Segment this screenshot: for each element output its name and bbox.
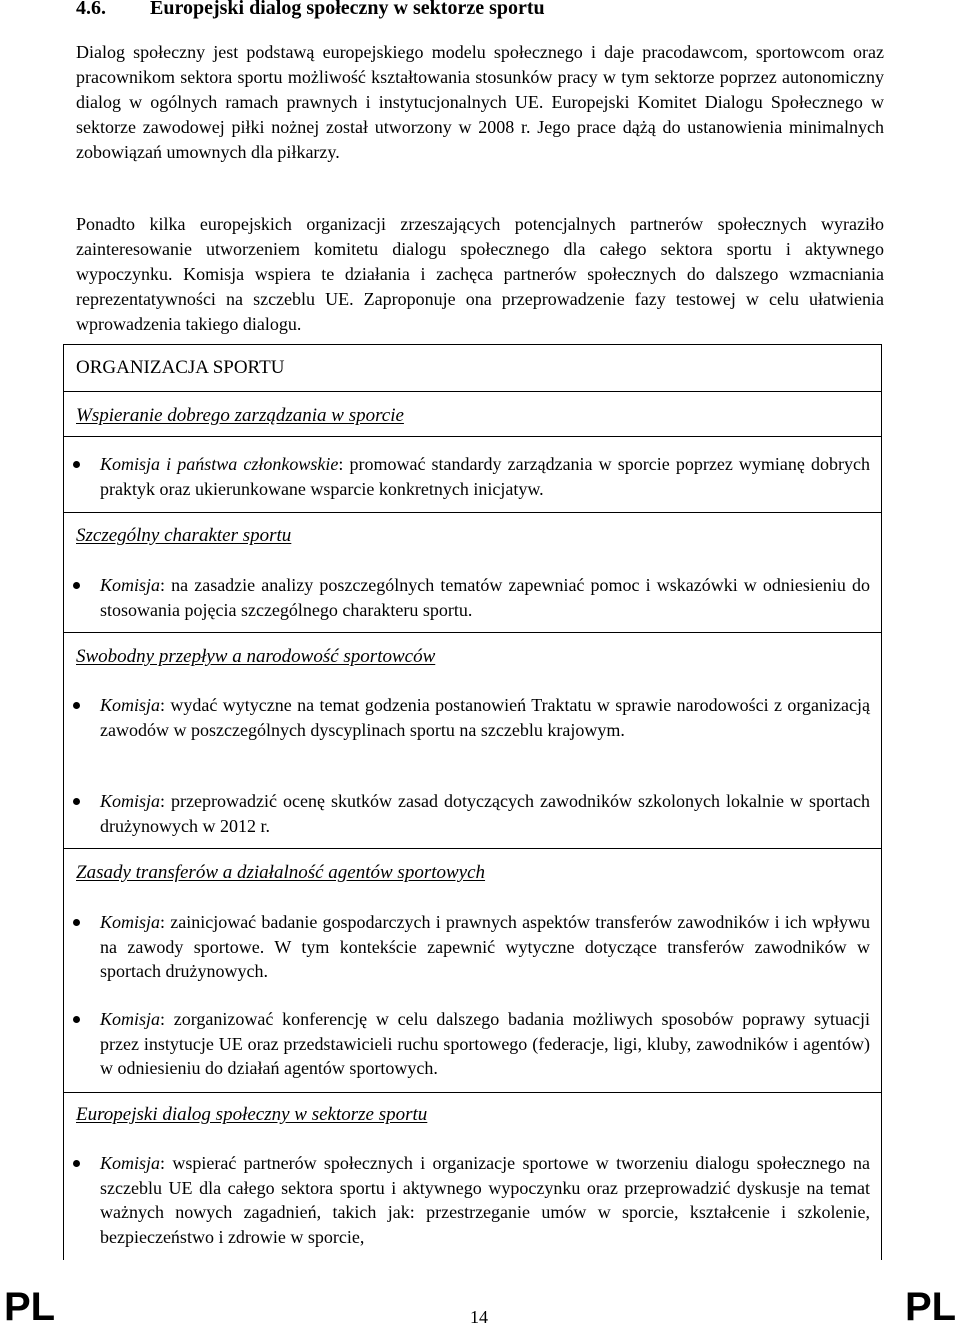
item-text: : zorganizować konferencję w celu dalszego badania możliwych sposobów poprawy sytuacji przez instytucje UE oraz przedstawicieli ruchu sportowego (federacje, ligi, kluby, zawodników i agentów) w odniesieniu do działań agentów sportowych. bbox=[100, 1009, 870, 1078]
box-title: ORGANIZACJA SPORTU bbox=[76, 357, 285, 378]
subsection-heading-free-movement: Swobodny przepływ a narodowość sportowców bbox=[76, 646, 436, 667]
list-item bbox=[100, 1151, 870, 1249]
language-code-right: PL bbox=[905, 1285, 957, 1329]
list-item bbox=[100, 693, 870, 742]
item-actor: Komisja i państwa członkowskie bbox=[100, 454, 339, 474]
subsection-heading-specificity: Szczególny charakter sportu bbox=[76, 525, 292, 546]
section-number: 4.6. bbox=[76, 0, 106, 19]
box-divider bbox=[63, 436, 882, 437]
section-heading bbox=[76, 0, 545, 20]
item-actor: Komisja bbox=[100, 575, 161, 595]
subsection-heading-transfers: Zasady transferów a działalność agentów sportowych bbox=[76, 862, 486, 883]
subsection-heading-governance: Wspieranie dobrego zarządzania w sporcie bbox=[76, 405, 404, 426]
list-item bbox=[100, 789, 870, 838]
box-divider bbox=[63, 1092, 882, 1093]
item-text: : wspierać partnerów społecznych i organizacje sportowe w tworzeniu dialogu społecznego na szczeblu UE dla całego sektora sportu i aktywnego wypoczynku oraz przeprowadzić dyskusje na temat ważnych nowych zagadnień, takich jak: przestrzeganie umów w sporcie, kształcenie i szkolenie, bezpieczeństwo i zdrowie w sporcie, bbox=[100, 1153, 870, 1247]
subsection-heading-social-dialogue: Europejski dialog społeczny w sektorze sportu bbox=[76, 1104, 428, 1125]
item-text: : wydać wytyczne na temat godzenia postanowień Traktatu w sprawie narodowości z organizacją zawodów w poszczególnych dyscyplinach sportu na szczeblu krajowym. bbox=[100, 695, 870, 740]
box-divider bbox=[63, 848, 882, 849]
paragraph-2: Ponadto kilka europejskich organizacji zrzeszających potencjalnych partnerów społecznych wyraziło zainteresowanie utworzeniem komitetu dialogu społecznego dla całego sektora sportu i aktywnego wypoczynku. Komisja wspiera te działania i zachęca partnerów społecznych do dalszego wzmacniania reprezentatywności na szczeblu UE. Zaproponuje ona przeprowadzenie fazy testowej w celu ułatwienia wprowadzenia takiego dialogu. bbox=[76, 214, 884, 334]
list-item bbox=[100, 573, 870, 622]
bullet-icon bbox=[73, 1160, 80, 1167]
paragraph-1: Dialog społeczny jest podstawą europejskiego modelu społecznego i daje pracodawcom, sportowcom oraz pracownikom sektora sportu możliwość kształtowania stosunków pracy w tym sektorze poprzez autonomiczny dialog w ogólnych ramach prawnych i instytucjonalnych UE. Europejski Komitet Dialogu Społecznego w sektorze zawodowej piłki nożnej został utworzony w 2008 r. Jego prace dążą do ustanowienia minimalnych zobowiązań umownych dla piłkarzy. bbox=[76, 42, 884, 162]
box-divider bbox=[63, 632, 882, 633]
item-text: : na zasadzie analizy poszczególnych tematów zapewniać pomoc i wskazówki w odniesieniu do stosowania pojęcia szczególnego charakteru sportu. bbox=[100, 575, 870, 620]
language-code-left: PL bbox=[4, 1285, 56, 1329]
item-text: : zainicjować badanie gospodarczych i prawnych aspektów transferów zawodników i ich wpływu na zawody sportowe. W tym kontekście zapewnić wytyczne dotyczące transferów zawodników w sportach drużynowych. bbox=[100, 912, 870, 981]
item-actor: Komisja bbox=[100, 1153, 161, 1173]
bullet-icon bbox=[73, 582, 80, 589]
bullet-icon bbox=[73, 798, 80, 805]
item-actor: Komisja bbox=[100, 912, 161, 932]
box-divider bbox=[63, 391, 882, 392]
bullet-icon bbox=[73, 1016, 80, 1023]
list-item bbox=[100, 910, 870, 984]
page-number: 14 bbox=[470, 1307, 488, 1327]
item-actor: Komisja bbox=[100, 1009, 161, 1029]
item-text: : promować standardy zarządzania w sporcie poprzez wymianę dobrych praktyk oraz ukierunkowane wsparcie konkretnych inicjatyw. bbox=[100, 454, 871, 499]
item-text: : przeprowadzić ocenę skutków zasad dotyczących zawodników szkolonych lokalnie w sportach drużynowych w 2012 r. bbox=[100, 791, 870, 836]
bullet-icon bbox=[73, 702, 80, 709]
item-actor: Komisja bbox=[100, 791, 161, 811]
bullet-icon bbox=[73, 919, 80, 926]
list-item bbox=[100, 452, 870, 501]
box-divider bbox=[63, 512, 882, 513]
item-actor: Komisja bbox=[100, 695, 161, 715]
bullet-icon bbox=[73, 461, 80, 468]
section-title: Europejski dialog społeczny w sektorze sportu bbox=[150, 0, 545, 19]
list-item bbox=[100, 1007, 870, 1081]
